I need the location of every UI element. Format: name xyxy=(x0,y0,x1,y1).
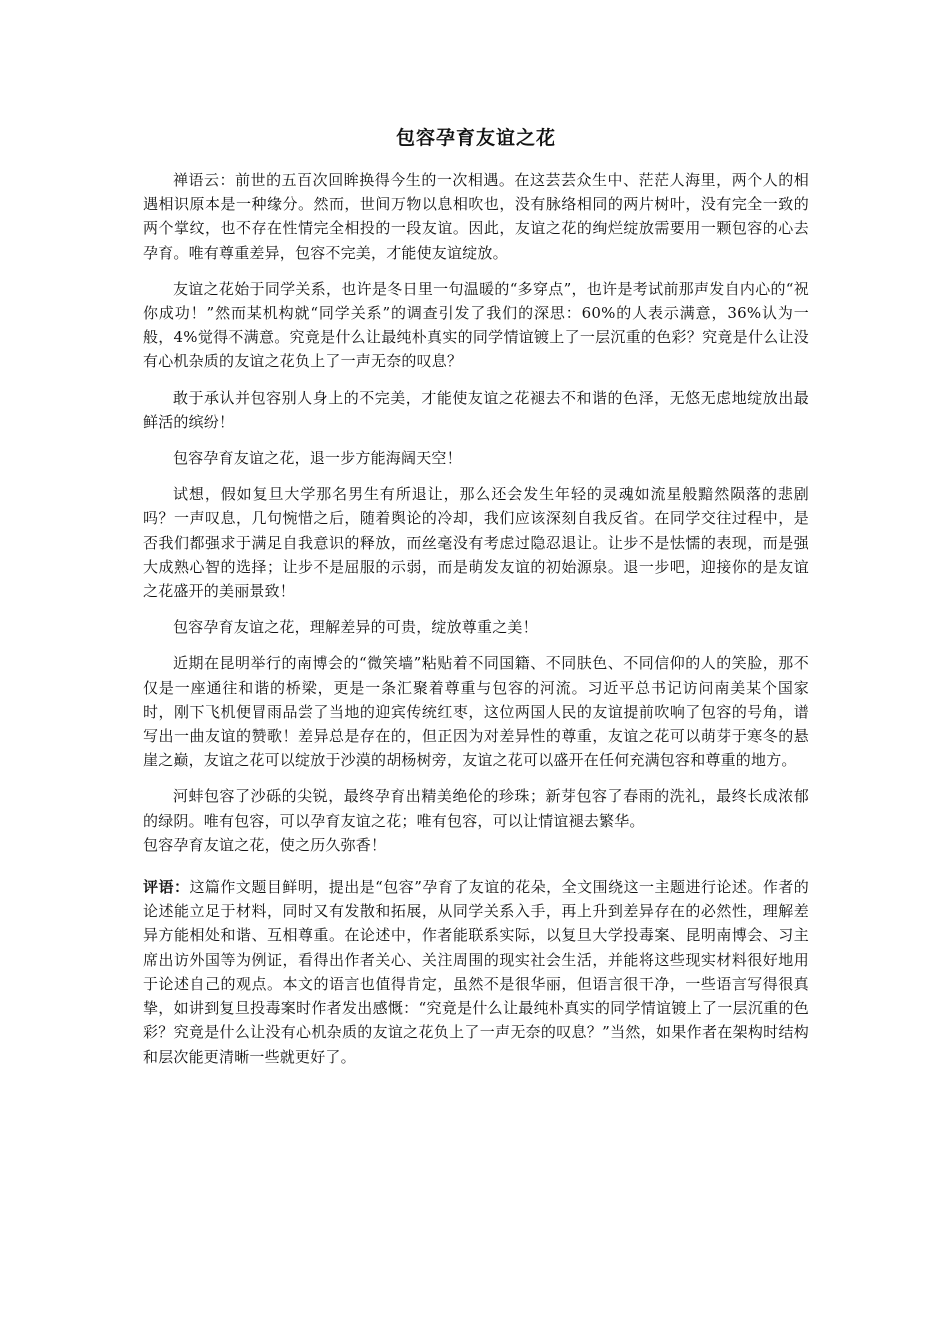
essay-body xyxy=(143,168,809,857)
essay-title: 包容孕育友谊之花 xyxy=(395,127,556,149)
comment-text: 这篇作文题目鲜明，提出是“包容”孕育了友谊的花朵，全文围绕这一主题进行论述。作者的论述能立足于材料，同时又有发散和拓展，从同学关系入手，再上升到差异存在的必然性，理解差异方能相处和谐、互相尊重。在论述中，作者能联系实际，以复旦大学投毒案、昆明南博会、习主席出访外国等为例证，看得出作者关心、关注周围的现实社会生活，并能将这些现实材料很好地用于论述自己的观点。本文的语言也值得肯定，虽然不是很华丽，但语言很干净，一些语言写得很真挚，如讲到复旦投毒案时作者发出感慨：“究竟是什么让最纯朴真实的同学情谊镀上了一层沉重的色彩？究竟是什么让没有心机杂质的友谊之花负上了一声无奈的叹息？”当然，如果作者在架构时结构和层次能更清晰一些就更好了。 xyxy=(143,878,809,1066)
paragraph-4: 包容孕育友谊之花，退一步方能海阔天空！ xyxy=(173,449,462,468)
paragraph-7: 近期在昆明举行的南博会的“微笑墙”粘贴着不同国籍、不同肤色、不同信仰的人的笑脸，那不仅是一座通往和谐的桥梁，更是一条汇聚着尊重与包容的河流。习近平总书记访问南美某个国家时，刚下飞机便冒雨品尝了当地的迎宾传统红枣，这位两国人民的友谊提前吹响了包容的号角，谱写出一曲友谊的赞歌！差异总是存在的，但正因为对差异性的尊重，友谊之花可以萌芽于寒冬的悬崖之巅，友谊之花可以绽放于沙漠的胡杨树旁，友谊之花可以盛开在任何充满包容和尊重的地方。 xyxy=(143,654,809,770)
teacher-comment xyxy=(143,875,809,1069)
paragraph-2: 友谊之花始于同学关系，也许是冬日里一句温暖的“多穿点”，也许是考试前那声发自内心的“祝你成功！”然而某机构就“同学关系”的调查引发了我们的深思：60%的人表示满意，36%认为一般，4%觉得不满意。究竟是什么让最纯朴真实的同学情谊镀上了一层沉重的色彩？究竟是什么让没有心机杂质的友谊之花负上了一声无奈的叹息？ xyxy=(143,279,809,371)
paragraph-9: 包容孕育友谊之花，使之历久弥香！ xyxy=(143,835,387,854)
paragraph-6: 包容孕育友谊之花，理解差异的可贵，绽放尊重之美！ xyxy=(173,618,538,637)
paragraph-3: 敢于承认并包容别人身上的不完美，才能使友谊之花褪去不和谐的色泽，无悠无虑地绽放出最鲜活的缤纷！ xyxy=(143,388,809,431)
paragraph-5: 试想，假如复旦大学那名男生有所退让，那么还会发生年轻的灵魂如流星般黯然陨落的悲剧吗？一声叹息，几句惋惜之后，随着舆论的冷却，我们应该深刻自我反省。在同学交往过程中，是否我们都强求于满足自我意识的释放，而丝毫没有考虑过隐忍退让。让步不是怯懦的表现，而是强大成熟心智的选择；让步不是屈服的示弱，而是萌发友谊的初始源泉。退一步吧，迎接你的是友谊之花盛开的美丽景致！ xyxy=(143,485,809,601)
paragraph-8: 河蚌包容了沙砾的尖锐，最终孕育出精美绝伦的珍珠；新芽包容了春雨的洗礼，最终长成浓郁的绿阴。唯有包容，可以孕育友谊之花；唯有包容，可以让情谊褪去繁华。 xyxy=(143,787,809,830)
paragraph-1: 禅语云：前世的五百次回眸换得今生的一次相遇。在这芸芸众生中、茫茫人海里，两个人的相遇相识原本是一种缘分。然而，世间万物以息相吹也，没有脉络相同的两片树叶，没有完全一致的两个掌纹，也不存在性情完全相投的一段友谊。因此，友谊之花的绚烂绽放需要用一颗包容的心去孕育。唯有尊重差异，包容不完美，才能使友谊绽放。 xyxy=(143,171,809,262)
document-page xyxy=(143,0,809,1069)
comment-label: 评语： xyxy=(143,878,190,897)
